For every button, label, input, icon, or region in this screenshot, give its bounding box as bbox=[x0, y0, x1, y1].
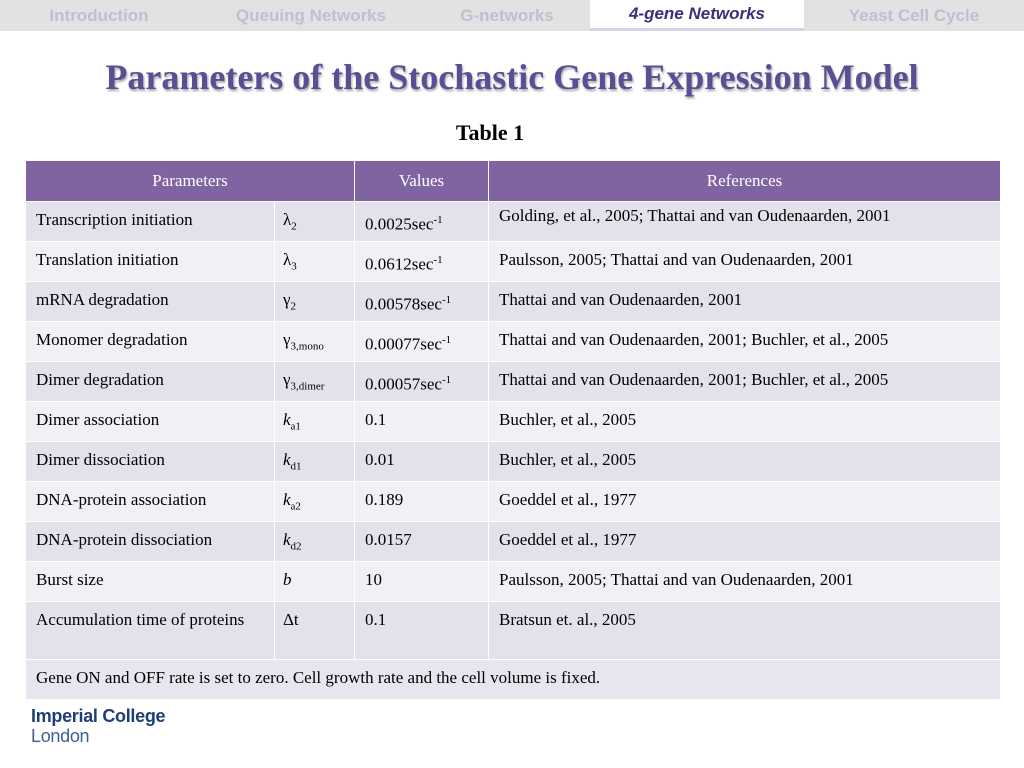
parameter-reference: Thattai and van Oudenaarden, 2001; Buchler, et al., 2005 bbox=[489, 322, 1001, 362]
table-row bbox=[26, 202, 1001, 242]
parameter-name: DNA-protein association bbox=[26, 482, 275, 522]
parameter-reference: Goeddel et al., 1977 bbox=[489, 482, 1001, 522]
symbol-main: γ bbox=[283, 370, 291, 389]
parameter-symbol bbox=[275, 322, 355, 362]
slide-title: Parameters of the Stochastic Gene Expression Model bbox=[105, 57, 919, 97]
parameter-reference: Buchler, et al., 2005 bbox=[489, 442, 1001, 482]
parameter-reference: Paulsson, 2005; Thattai and van Oudenaarden, 2001 bbox=[489, 562, 1001, 602]
parameter-reference: Bratsun et. al., 2005 bbox=[489, 602, 1001, 660]
parameter-symbol bbox=[275, 282, 355, 322]
symbol-main: γ bbox=[283, 290, 291, 309]
symbol-subscript: a1 bbox=[290, 420, 301, 433]
symbol-main: γ bbox=[283, 330, 291, 349]
parameter-value bbox=[355, 522, 489, 562]
parameter-reference: Golding, et al., 2005; Thattai and van Oudenaarden, 2001 bbox=[489, 202, 1001, 242]
table-row bbox=[26, 562, 1001, 602]
tab-yeast-cell-cycle[interactable]: Yeast Cell Cycle bbox=[848, 6, 980, 25]
parameter-reference: Thattai and van Oudenaarden, 2001; Buchler, et al., 2005 bbox=[489, 362, 1001, 402]
symbol-main: λ bbox=[283, 250, 292, 269]
parameters-table bbox=[25, 160, 1001, 700]
value-text: 0.00578sec bbox=[365, 294, 442, 314]
parameter-reference: Paulsson, 2005; Thattai and van Oudenaarden, 2001 bbox=[489, 242, 1001, 282]
parameter-symbol bbox=[275, 562, 355, 602]
parameter-value bbox=[355, 482, 489, 522]
value-text: 0.1 bbox=[365, 610, 387, 629]
value-text: 0.01 bbox=[365, 450, 395, 469]
symbol-main: k bbox=[283, 490, 291, 509]
symbol-subscript: d1 bbox=[290, 460, 302, 473]
parameter-symbol bbox=[275, 242, 355, 282]
parameter-value bbox=[355, 202, 489, 242]
symbol-main: b bbox=[283, 570, 292, 589]
tab-queuing-networks[interactable]: Queuing Networks bbox=[235, 6, 387, 25]
value-text: 10 bbox=[365, 570, 382, 589]
parameter-symbol bbox=[275, 442, 355, 482]
header-references: References bbox=[489, 161, 1001, 202]
value-unit-exponent: -1 bbox=[433, 214, 443, 226]
table-row bbox=[26, 482, 1001, 522]
table-row bbox=[26, 602, 1001, 660]
symbol-subscript: 3 bbox=[291, 260, 297, 273]
symbol-main: λ bbox=[283, 210, 292, 229]
imperial-college-logo bbox=[31, 706, 165, 746]
symbol-subscript: 2 bbox=[290, 300, 297, 313]
logo-line-1: Imperial College bbox=[31, 706, 166, 726]
table-row bbox=[26, 442, 1001, 482]
table-row bbox=[26, 282, 1001, 322]
value-unit-exponent: -1 bbox=[441, 374, 452, 386]
value-text: 0.00077sec bbox=[365, 334, 442, 354]
table-row bbox=[26, 322, 1001, 362]
symbol-main: k bbox=[283, 410, 291, 429]
header-parameters: Parameters bbox=[26, 161, 355, 202]
parameter-symbol bbox=[275, 482, 355, 522]
logo-line-2: London bbox=[31, 726, 90, 746]
value-text: 0.0025sec bbox=[365, 214, 434, 234]
parameter-name: DNA-protein dissociation bbox=[26, 522, 275, 562]
nav-bar bbox=[0, 0, 1024, 31]
table-header-row bbox=[26, 161, 1001, 202]
parameter-symbol bbox=[275, 602, 355, 660]
value-text: 0.0157 bbox=[365, 530, 412, 549]
table-row bbox=[26, 522, 1001, 562]
parameter-reference: Buchler, et al., 2005 bbox=[489, 402, 1001, 442]
parameter-value bbox=[355, 442, 489, 482]
parameter-name: Dimer dissociation bbox=[26, 442, 275, 482]
symbol-subscript: 2 bbox=[291, 220, 297, 233]
parameter-reference: Thattai and van Oudenaarden, 2001 bbox=[489, 282, 1001, 322]
parameter-symbol bbox=[275, 362, 355, 402]
parameter-name: Dimer degradation bbox=[26, 362, 275, 402]
parameter-name: Translation initiation bbox=[26, 242, 275, 282]
parameter-name: Dimer association bbox=[26, 402, 275, 442]
symbol-main: Δt bbox=[283, 610, 299, 629]
symbol-main: k bbox=[283, 530, 291, 549]
parameter-name: Accumulation time of proteins bbox=[26, 602, 275, 660]
value-text: 0.0612sec bbox=[365, 254, 434, 274]
symbol-subscript: 3,dimer bbox=[290, 380, 325, 393]
table-footnote: Gene ON and OFF rate is set to zero. Cell growth rate and the cell volume is fixed. bbox=[26, 660, 1001, 700]
symbol-subscript: d2 bbox=[290, 540, 302, 553]
parameter-name: Burst size bbox=[26, 562, 275, 602]
value-unit-exponent: -1 bbox=[441, 334, 452, 346]
parameter-symbol bbox=[275, 522, 355, 562]
symbol-subscript: a2 bbox=[290, 500, 301, 513]
parameter-symbol bbox=[275, 402, 355, 442]
tab-4-gene-networks[interactable]: 4-gene Networks bbox=[590, 0, 804, 31]
parameter-name: Monomer degradation bbox=[26, 322, 275, 362]
table-row bbox=[26, 242, 1001, 282]
symbol-subscript: 3,mono bbox=[290, 340, 324, 353]
table-row bbox=[26, 402, 1001, 442]
parameter-value bbox=[355, 362, 489, 402]
parameter-value bbox=[355, 282, 489, 322]
value-text: 0.00057sec bbox=[365, 374, 442, 394]
parameter-value bbox=[355, 242, 489, 282]
symbol-main: k bbox=[283, 450, 291, 469]
value-unit-exponent: -1 bbox=[441, 294, 452, 306]
parameter-name: mRNA degradation bbox=[26, 282, 275, 322]
table-row bbox=[26, 362, 1001, 402]
header-values: Values bbox=[355, 161, 489, 202]
tab-introduction[interactable]: Introduction bbox=[49, 6, 149, 25]
parameter-symbol bbox=[275, 202, 355, 242]
table-body bbox=[26, 202, 1001, 700]
parameter-value bbox=[355, 562, 489, 602]
parameter-value bbox=[355, 402, 489, 442]
parameter-reference: Goeddel et al., 1977 bbox=[489, 522, 1001, 562]
value-text: 0.1 bbox=[365, 410, 387, 429]
parameter-value bbox=[355, 322, 489, 362]
parameter-name: Transcription initiation bbox=[26, 202, 275, 242]
value-unit-exponent: -1 bbox=[433, 254, 443, 266]
parameter-value bbox=[355, 602, 489, 660]
table-caption: Table 1 bbox=[455, 120, 525, 145]
table-footnote-row bbox=[26, 660, 1001, 700]
tab-g-networks[interactable]: G-networks bbox=[460, 6, 554, 25]
value-text: 0.189 bbox=[365, 490, 404, 509]
